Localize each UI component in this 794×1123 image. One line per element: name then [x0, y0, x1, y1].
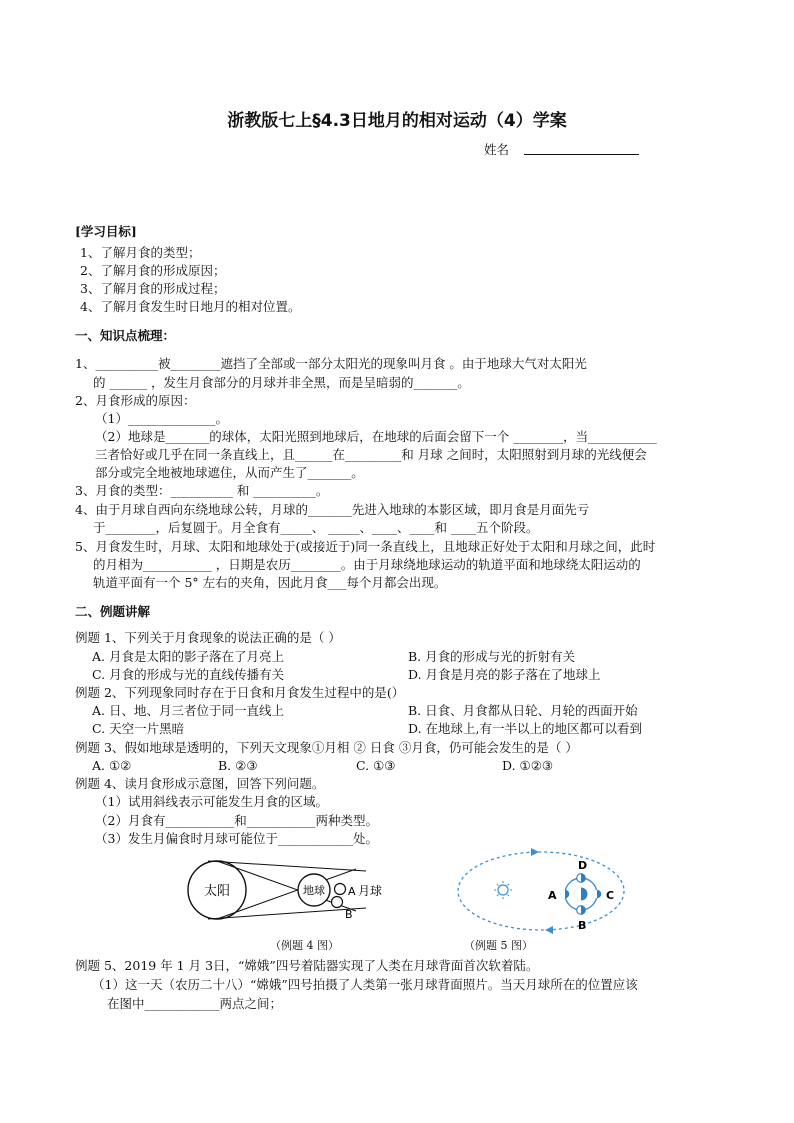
goal-item: 3、了解月食的形成过程； — [80, 281, 226, 296]
knowledge-line: 于________，后复圆于。月全食有_____、 _____、____、____和 ____五个阶段。 — [93, 520, 539, 535]
knowledge-line: 的 ______ ，发生月食部分的月球并非全黑，而是呈暗弱的_______。 — [93, 375, 470, 390]
fig4-a-label: A — [348, 885, 356, 898]
q1-option-b: B. 月食的形成与光的折射有关 — [408, 649, 576, 664]
fig4-earth-label: 地球 — [303, 884, 325, 897]
knowledge-line: 5、月食发生时，月球、太阳和地球处于(或接近于)同一条直线上，且地球正好处于太阳和月球之间，此时 — [75, 539, 656, 554]
q2-option-d: D. 在地球上,有一半以上的地区都可以看到 — [408, 721, 642, 736]
knowledge-line: （1）______________。 — [95, 411, 228, 426]
fig5-caption: （例题 5 图） — [464, 939, 533, 952]
knowledge-line: 部分或完全地被地球遮住，从而产生了_______。 — [95, 465, 364, 480]
q1-stem: 例题 1、下列关于月食现象的说法正确的是（ ） — [75, 630, 341, 645]
lunar-eclipse-diagram — [186, 853, 396, 933]
q4-stem: 例题 4、读月食形成示意图，回答下列问题。 — [75, 776, 325, 791]
knowledge-line: 的月相为___________ ，日期是农历________。由于月球绕地球运动的轨道平面和地球绕太阳运动的 — [93, 557, 641, 572]
goals-heading: [学习目标] — [75, 224, 137, 239]
q1-option-a: A. 月食是太阳的影子落在了月亮上 — [92, 649, 284, 664]
fig5-a-label: A — [548, 889, 557, 902]
name-label: 姓名 — [484, 142, 510, 157]
page-title: 浙教版七上§4.3日地月的相对运动（4）学案 — [227, 111, 567, 131]
q3-option-c: C. ①③ — [356, 758, 396, 773]
fig4-moon-label: 月球 — [358, 884, 383, 898]
name-blank[interactable] — [524, 154, 639, 155]
q5-part-1: （1）这一天（农历二十八）“嫦娥”四号拍摄了人类第一张月球背面照片。当天月球所在的位置应该 — [92, 977, 638, 992]
q2-option-a: A. 日、地、月三者位于同一直线上 — [92, 703, 284, 718]
knowledge-heading: 一、知识点梳理： — [75, 328, 176, 343]
q5-part-1b: 在图中____________两点之间； — [107, 996, 283, 1011]
goal-item: 1、了解月食的类型； — [80, 245, 201, 260]
knowledge-line: 轨道平面有一个 5° 左右的夹角，因此月食___每个月都会出现。 — [93, 575, 447, 590]
q3-stem: 例题 3、假如地球是透明的，下列天文现象①月相 ② 日食 ③月食，仍可能会发生的是（ ） — [75, 740, 578, 755]
fig4-b-label: B — [345, 908, 353, 921]
q2-stem: 例题 2、下列现象同时存在于日食和月食发生过程中的是(） — [75, 685, 405, 700]
knowledge-line: （2）地球是_______的球体，太阳光照到地球后，在地球的后面会留下一个 ________，当___________ — [95, 429, 657, 444]
q1-option-c: C. 月食的形成与光的直线传播有关 — [92, 667, 285, 682]
q2-option-c: C. 天空一片黑暗 — [92, 721, 185, 736]
sun-icon — [494, 881, 512, 899]
knowledge-line: 4、由于月球自西向东绕地球公转，月球的_______先进入地球的本影区域，即月食是月面先亏 — [75, 502, 590, 517]
q1-option-d: D. 月食是月亮的影子落在了地球上 — [408, 667, 601, 682]
goal-item: 4、了解月食发生时日地月的相对位置。 — [80, 299, 301, 314]
knowledge-line: 1、__________被________遮挡了全部或一部分太阳光的现象叫月食 。由于地球大气对太阳光 — [75, 356, 587, 371]
knowledge-line: 3、月食的类型：__________ 和 __________。 — [75, 483, 329, 498]
q3-option-a: A. ①② — [92, 758, 132, 773]
q4-part-1: （1）试用斜线表示可能发生月食的区域。 — [95, 794, 328, 809]
q4-part-2: （2）月食有___________和___________两种类型。 — [95, 813, 378, 828]
q4-part-3: （3）发生月偏食时月球可能位于____________处。 — [95, 831, 378, 846]
fig5-c-label: C — [606, 889, 615, 902]
examples-heading: 二、例题讲解 — [75, 604, 151, 619]
fig5-b-label: B — [578, 919, 587, 932]
fig4-sun-label: 太阳 — [203, 884, 231, 899]
goal-item: 2、了解月食的形成原因； — [80, 263, 226, 278]
knowledge-line: 2、月食形成的原因： — [75, 393, 196, 408]
q5-stem: 例题 5、2019 年 1 月 3日，“嫦娥”四号着陆器实现了人类在月球背面首次软着陆。 — [75, 958, 539, 973]
q3-option-d: D. ①②③ — [502, 758, 554, 773]
q2-option-b: B. 日食、月食都从日轮、月轮的西面开始 — [408, 703, 638, 718]
knowledge-line: 三者恰好或几乎在同一条直线上，且______在_________和 月球 之间时，太阳照射到月球的光线便会 — [95, 447, 647, 462]
fig5-d-label: D — [578, 859, 588, 872]
fig4-caption: （例题 4 图） — [270, 939, 339, 952]
q3-option-b: B. ②③ — [218, 758, 258, 773]
moon-orbit-diagram — [455, 847, 630, 942]
